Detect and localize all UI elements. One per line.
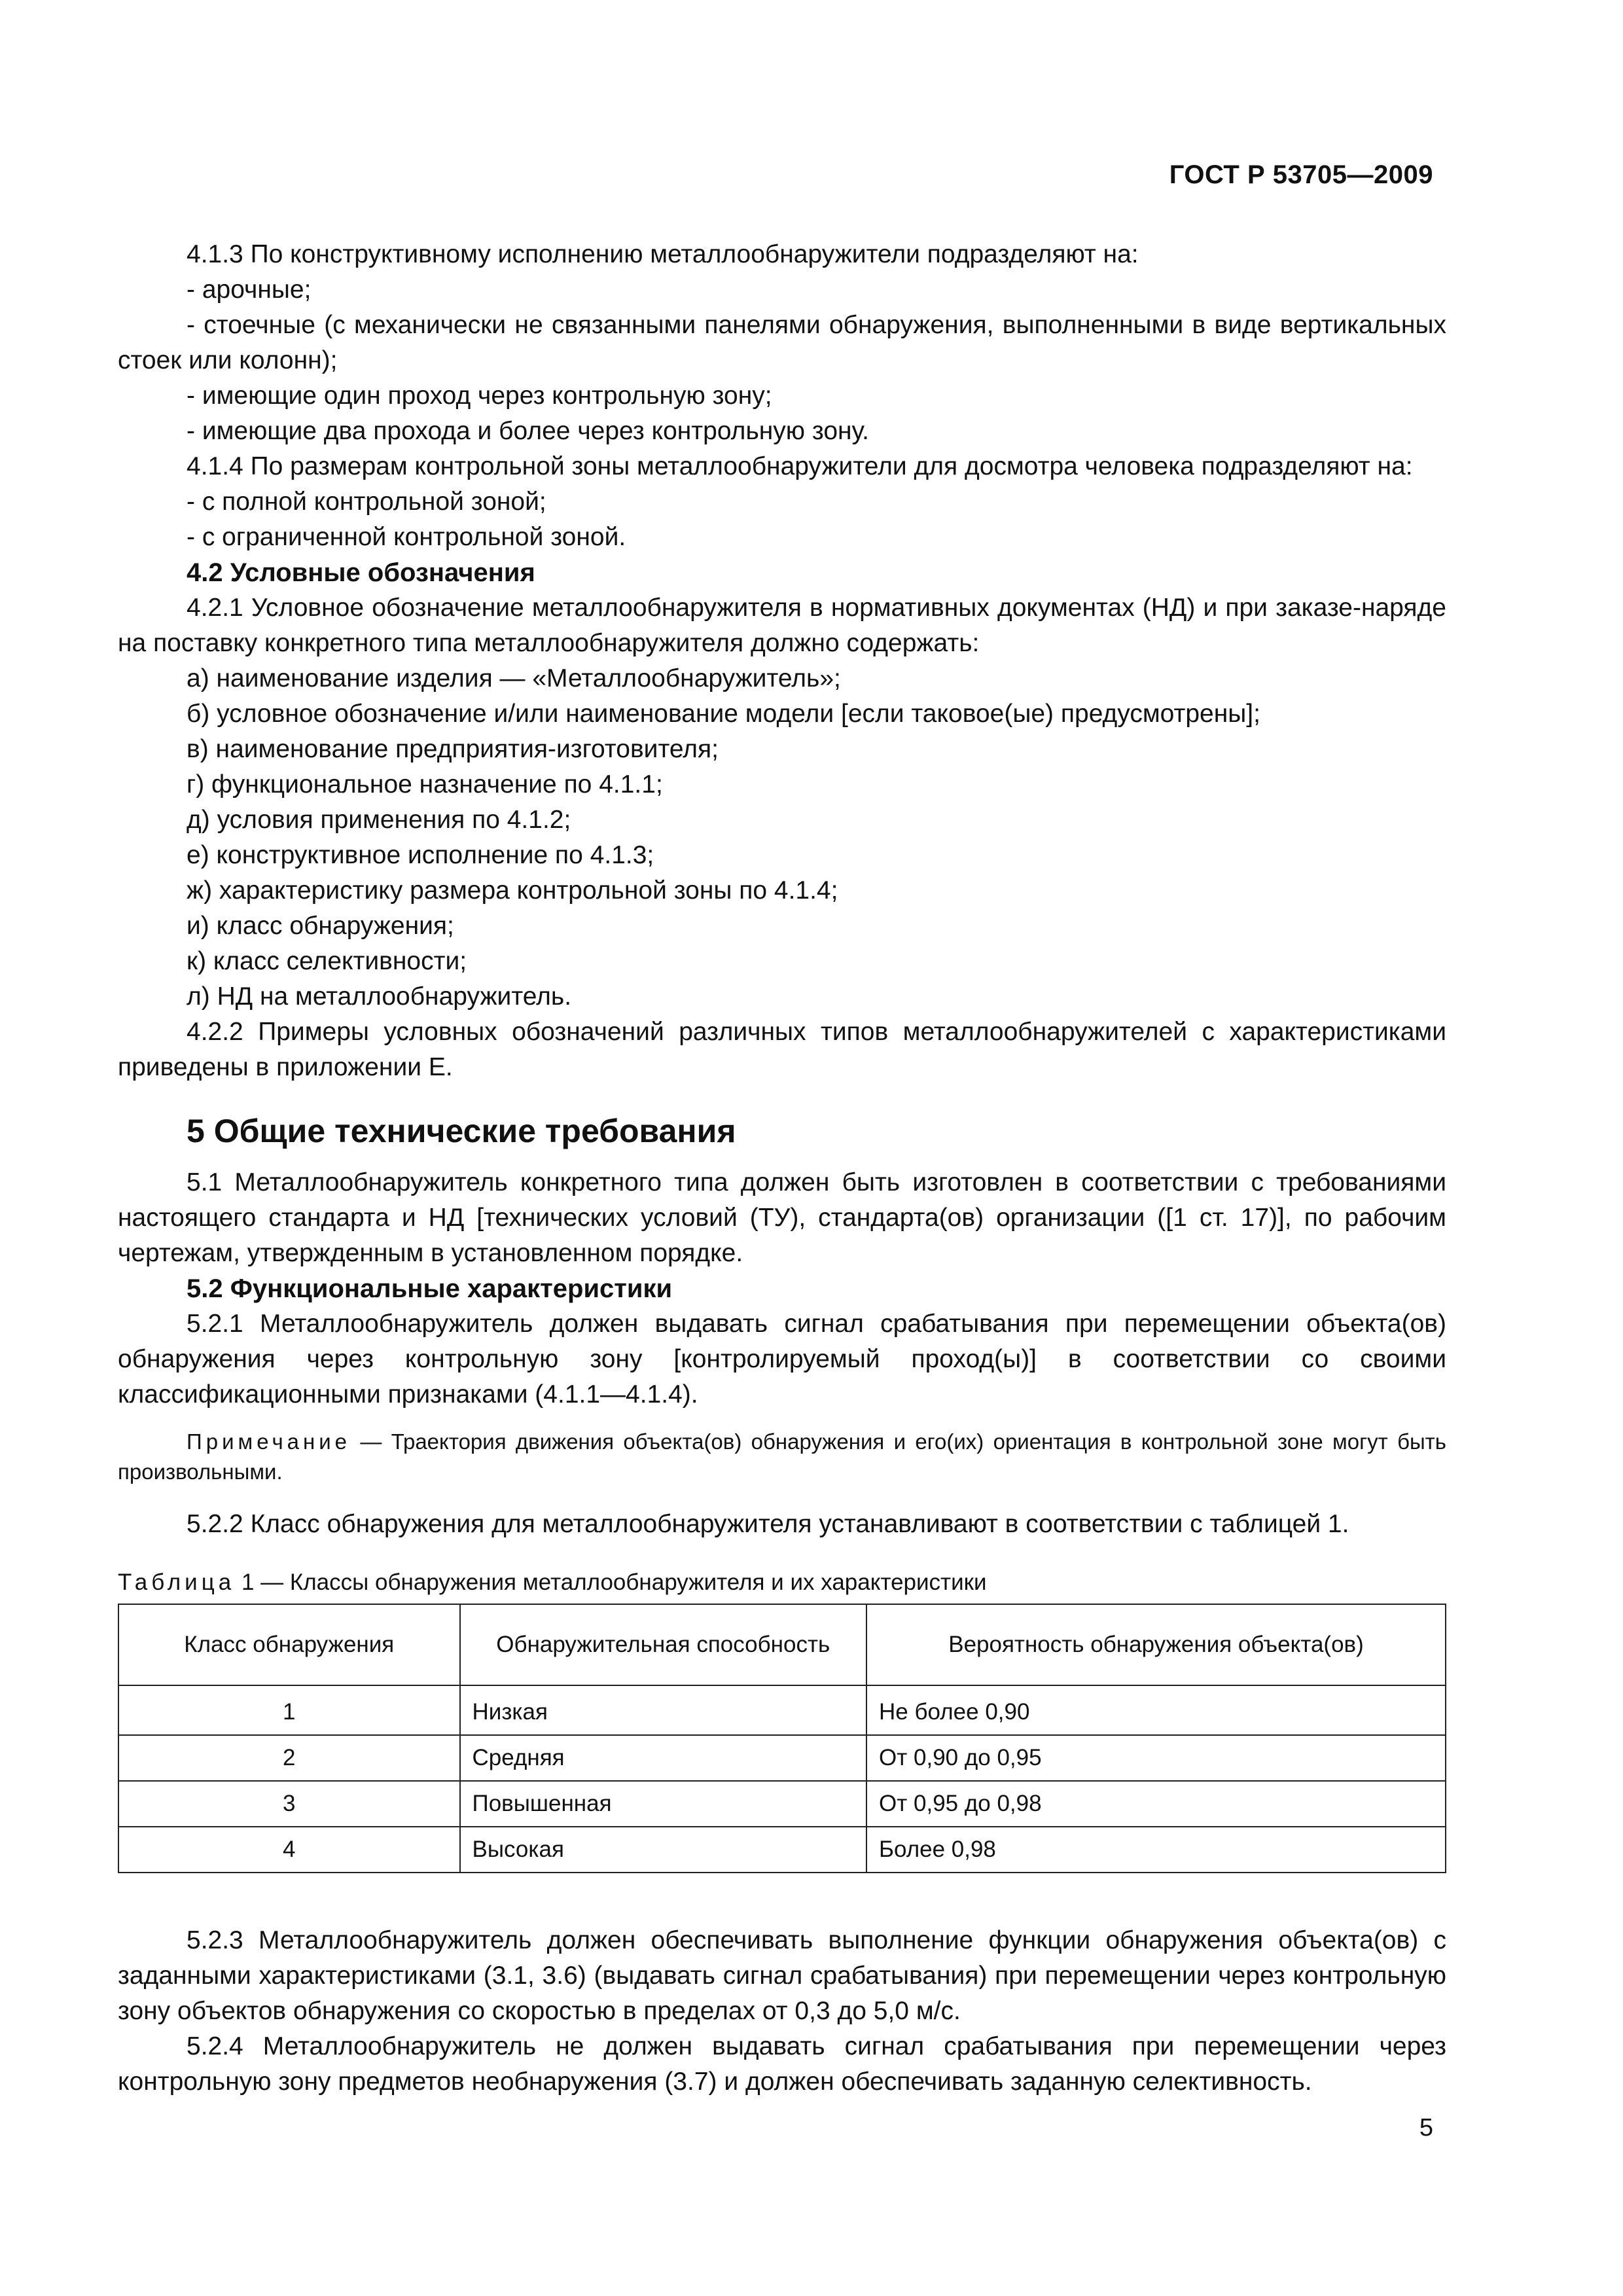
table-row: [118, 1735, 1446, 1781]
note-text: — Траектория движения объекта(ов) обнаружения и его(их) ориентация в контрольной зоне могут быть произвольными.: [118, 1429, 1446, 1484]
table-row: [118, 1827, 1446, 1873]
list-item: и) класс обнаружения;: [187, 912, 454, 940]
table-row: [118, 1781, 1446, 1827]
clause-4-1-4: 4.1.4 По размерам контрольной зоны металлообнаружители для досмотра человека подразделяют на:: [187, 452, 1413, 480]
table-caption: [118, 1568, 1446, 1597]
clause-4-1-3: 4.1.3 По конструктивному исполнению металлообнаружители подразделяют на:: [187, 240, 1139, 268]
detection-class-table: [118, 1604, 1446, 1873]
list-item: - с ограниченной контрольной зоной.: [187, 523, 626, 551]
list-item: - арочные;: [187, 276, 312, 304]
table-caption-label: Таблица: [118, 1570, 236, 1595]
table-cell: Более 0,98: [866, 1827, 1446, 1873]
list-item: в) наименование предприятия-изготовителя;: [187, 735, 719, 763]
table-header-cell: Обнаружительная способность: [460, 1604, 867, 1685]
list-item: л) НД на металлообнаружитель.: [187, 982, 572, 1011]
list-item: е) конструктивное исполнение по 4.1.3;: [187, 841, 654, 869]
clause-4-2-2: 4.2.2 Примеры условных обозначений различных типов металлообнаружителей с характеристиками приведены в приложении Е.: [118, 1018, 1446, 1081]
list-item: к) класс селективности;: [187, 947, 467, 975]
table-cell: Низкая: [460, 1685, 867, 1735]
section-heading-5-2: 5.2 Функциональные характеристики: [187, 1274, 673, 1303]
table-cell: Повышенная: [460, 1781, 867, 1827]
list-item: - стоечные (с механически не связанными панелями обнаружения, выполненными в виде вертикальных стоек или колонн);: [118, 311, 1446, 374]
table-caption-text: 1 — Классы обнаружения металлообнаружителя и их характеристики: [235, 1570, 987, 1595]
table-header-row: [118, 1604, 1446, 1685]
table-cell: Не более 0,90: [866, 1685, 1446, 1735]
list-item: - с полной контрольной зоной;: [187, 488, 546, 516]
list-item: а) наименование изделия — «Металлообнаружитель»;: [187, 664, 841, 692]
clause-5-2-1: 5.2.1 Металлообнаружитель должен выдавать сигнал срабатывания при перемещении объекта(ов) обнаружения через контрольную зону [контролируемый проход(ы)] в соответствии со своими классификационными признаками (4.1.1—4.1.4).: [118, 1310, 1446, 1408]
list-item: - имеющие один проход через контрольную зону;: [187, 382, 772, 410]
table-header-cell: Вероятность обнаружения объекта(ов): [866, 1604, 1446, 1685]
list-item: д) условия применения по 4.1.2;: [187, 806, 571, 834]
clause-5-2-2: 5.2.2 Класс обнаружения для металлообнаружителя устанавливают в соответствии с таблицей 1.: [187, 1510, 1349, 1538]
table-row: [118, 1685, 1446, 1735]
table-header-cell: Класс обнаружения: [118, 1604, 460, 1685]
section-heading-4-2: 4.2 Условные обозначения: [187, 558, 535, 587]
clause-5-2-3: 5.2.3 Металлообнаружитель должен обеспечивать выполнение функции обнаружения объекта(ов) с заданными характеристиками (3.1, 3.6) (выдавать сигнал срабатывания) при перемещении через контрольную зону объектов обнаружения со скоростью в пределах от 0,3 до 5,0 м/с.: [118, 1926, 1446, 2025]
note-label: Примечание: [187, 1429, 351, 1454]
table-cell: От 0,90 до 0,95: [866, 1735, 1446, 1781]
document-header: ГОСТ Р 53705—2009: [1169, 160, 1433, 189]
table-cell: 3: [118, 1781, 460, 1827]
section-heading-5: 5 Общие технические требования: [187, 1113, 736, 1149]
table-cell: 4: [118, 1827, 460, 1873]
clause-5-1: 5.1 Металлообнаружитель конкретного типа должен быть изготовлен в соответствии с требованиями настоящего стандарта и НД [технических условий (ТУ), стандарта(ов) организации ([1 ст. 17)], по рабочим чертежам, утвержденным в установленном порядке.: [118, 1168, 1446, 1267]
table-cell: Высокая: [460, 1827, 867, 1873]
table-cell: 1: [118, 1685, 460, 1735]
note: [118, 1427, 1446, 1487]
clause-4-2-1: 4.2.1 Условное обозначение металлообнаружителя в нормативных документах (НД) и при заказе-наряде на поставку конкретного типа металлообнаружителя должно содержать:: [118, 594, 1446, 657]
list-item: г) функциональное назначение по 4.1.1;: [187, 770, 663, 798]
table-cell: Средняя: [460, 1735, 867, 1781]
clause-5-2-4: 5.2.4 Металлообнаружитель не должен выдавать сигнал срабатывания при перемещении через контрольную зону предметов необнаружения (3.7) и должен обеспечивать заданную селективность.: [118, 2032, 1446, 2096]
page-number: 5: [1419, 2114, 1433, 2142]
table-cell: 2: [118, 1735, 460, 1781]
list-item: - имеющие два прохода и более через контрольную зону.: [187, 417, 869, 445]
document-body: [118, 237, 1446, 2100]
table-cell: От 0,95 до 0,98: [866, 1781, 1446, 1827]
list-item: б) условное обозначение и/или наименование модели [если таковое(ые) предусмотрены];: [187, 700, 1260, 728]
list-item: ж) характеристику размера контрольной зоны по 4.1.4;: [187, 876, 838, 905]
